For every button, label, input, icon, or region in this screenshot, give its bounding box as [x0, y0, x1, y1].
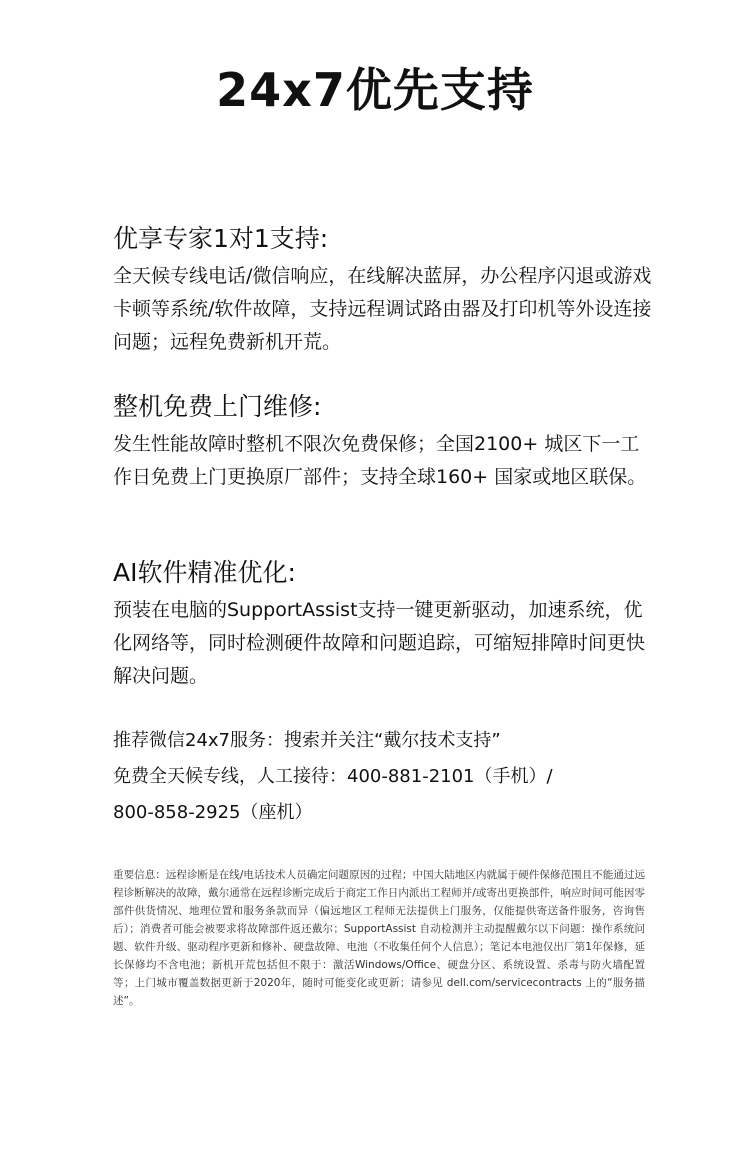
contact-block	[113, 723, 653, 831]
section-onsite-repair	[113, 390, 653, 494]
section-expert-support	[113, 222, 653, 359]
section-body: 预装在电脑的SupportAssist支持一键更新驱动，加速系统，优化网络等，同时检测硬件故障和问题追踪，可缩短排障时间更快解决问题。	[113, 599, 646, 687]
section-heading: 整机免费上门维修:	[113, 392, 322, 421]
wechat-service-text: 推荐微信24x7服务：搜索并关注“戴尔技术支持”	[113, 730, 501, 751]
hotline-landline-text: 800-858-2925（座机）	[113, 802, 313, 823]
section-heading: AI软件精准优化:	[113, 558, 296, 587]
section-body: 发生性能故障时整机不限次免费保修；全国2100+ 城区下一工作日免费上门更换原厂部件；支持全球160+ 国家或地区联保。	[113, 433, 647, 488]
section-ai-optimization	[113, 556, 653, 693]
section-heading: 优享专家1对1支持:	[113, 224, 329, 253]
disclaimer-text: 重要信息：远程诊断是在线/电话技术人员确定问题原因的过程；中国大陆地区内就属于硬件保修范围且不能通过远程诊断解决的故障，戴尔通常在远程诊断完成后于商定工作日内派出工程师并/或寄出更换部件，响应时间可能因零部件供货情况、地理位置和服务条款而异（偏远地区工程师无法提供上门服务，仅能提供寄送备件服务，咨询售后）；消费者可能会被要求将故障部件返还戴尔；SupportAssist 自动检测并主动提醒戴尔以下问题：操作系统问题、软件升级、驱动程序更新和修补、硬盘故障、电池（不收集任何个人信息）；笔记本电池仅出厂第1年保修，延长保修均不含电池；新机开荒包括但不限于：激活Windows/Office、硬盘分区、系统设置、杀毒与防火墙配置等；上门城市覆盖数据更新于2020年，随时可能变化或更新；请参见 dell.com/servicecontracts 上的“服务描述”。	[113, 869, 645, 1007]
hotline-mobile-text: 免费全天候专线，人工接待：400-881-2101（手机）/	[113, 766, 553, 787]
section-body: 全天候专线电话/微信响应，在线解决蓝屏，办公程序闪退或游戏卡顿等系统/软件故障，支持远程调试路由器及打印机等外设连接问题；远程免费新机开荒。	[113, 265, 652, 353]
page-title: 24x7优先支持	[216, 63, 534, 117]
